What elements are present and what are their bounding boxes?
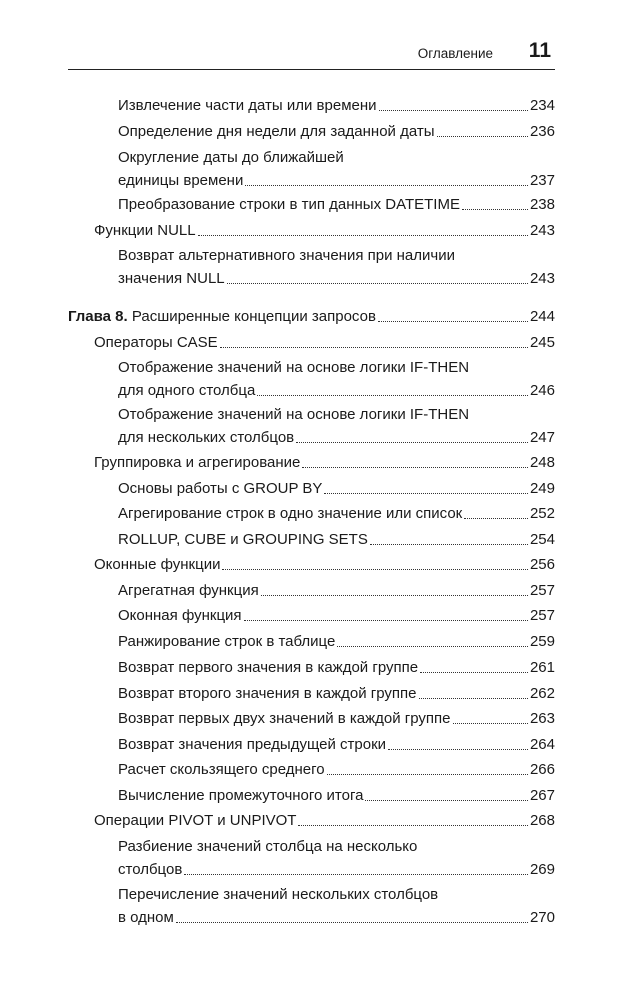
dot-leader	[244, 620, 528, 621]
toc-entry-title	[118, 604, 242, 627]
toc-entry-line	[118, 244, 555, 267]
toc-entry-title	[118, 426, 294, 449]
toc-entry-line	[118, 403, 555, 426]
toc-entry-text: Перечисление значений нескольких столбцов	[118, 886, 439, 903]
toc-entry-title	[94, 809, 296, 832]
dot-leader	[261, 595, 528, 596]
toc-entry-title	[118, 733, 386, 756]
toc-entry-text: Возврат первого значения в каждой группе	[118, 659, 419, 676]
toc-page-number: 266	[529, 761, 555, 778]
toc-entry-title	[118, 656, 418, 679]
toc-entry-line	[68, 305, 555, 328]
dot-leader	[327, 774, 528, 775]
toc-entry[interactable]	[118, 630, 555, 653]
dot-leader	[420, 672, 528, 673]
toc-entry-text: для одного столбца	[118, 382, 256, 399]
toc-entry-line	[94, 331, 555, 354]
toc-entry-line	[118, 858, 555, 881]
toc-entry[interactable]	[118, 120, 555, 143]
toc-entry[interactable]	[94, 219, 555, 242]
toc-page-number: 268	[529, 812, 555, 829]
toc-chapter-entry[interactable]	[68, 305, 555, 328]
toc-entry-text: столбцов	[118, 861, 183, 878]
toc-page-number: 247	[529, 429, 555, 446]
dot-leader	[337, 646, 528, 647]
dot-leader	[379, 110, 528, 111]
toc-entry-title	[118, 707, 451, 730]
toc-entry-text: Отображение значений на основе логики IF-THEN	[118, 359, 470, 376]
toc-entry-text: Возврат второго значения в каждой группе	[118, 685, 417, 702]
toc-entry-text: Возврат альтернативного значения при наличии	[118, 247, 455, 264]
toc-entry-title	[118, 858, 182, 881]
toc-entry-line	[118, 146, 555, 169]
toc-entry-line	[118, 356, 555, 379]
toc-entry-title	[118, 579, 259, 602]
toc-page-number: 259	[529, 633, 555, 650]
toc-entry-text: Агрегирование строк в одно значение или список	[118, 505, 463, 522]
toc-entry[interactable]	[118, 604, 555, 627]
toc-entry-text: в одном	[118, 909, 174, 926]
toc-entry-title	[118, 149, 344, 166]
toc-entry[interactable]	[94, 553, 555, 576]
toc-entry-line	[118, 379, 555, 402]
toc-entry-text: Операторы CASE	[94, 334, 218, 351]
toc-entry[interactable]	[118, 403, 555, 449]
dot-leader	[184, 874, 528, 875]
toc-entry-title	[94, 451, 300, 474]
toc-page-number: 238	[529, 196, 555, 213]
toc-entry-line	[118, 758, 555, 781]
dot-leader	[462, 209, 528, 210]
toc-entry-text: Разбиение значений столбца на несколько	[118, 838, 418, 855]
toc-entry-line	[118, 835, 555, 858]
toc-entry-text: Отображение значений на основе логики IF-THEN	[118, 406, 470, 423]
toc-entry-title	[118, 886, 438, 903]
toc-entry-line	[118, 94, 555, 117]
toc-entry-line	[118, 579, 555, 602]
toc-entry-text: для нескольких столбцов	[118, 429, 295, 446]
toc-entry-title	[118, 906, 174, 929]
toc-entry-line	[118, 267, 555, 290]
dot-leader	[464, 518, 528, 519]
toc-page-number: 237	[529, 172, 555, 189]
toc-entry[interactable]	[118, 707, 555, 730]
toc-page-number: 267	[529, 787, 555, 804]
toc-entry-line	[118, 502, 555, 525]
toc-page-number: 252	[529, 505, 555, 522]
running-header-title: Оглавление	[417, 46, 493, 61]
toc-entry-line	[118, 656, 555, 679]
toc-entry-line	[118, 169, 555, 192]
toc-entry-text: Расширенные концепции запросов	[131, 308, 376, 325]
toc-entry-text: Округление даты до ближайшей	[118, 149, 344, 166]
toc-entry-line	[118, 906, 555, 929]
toc-entry[interactable]	[118, 682, 555, 705]
toc-entry-text: Оконные функции	[94, 556, 221, 573]
toc-entry-line	[118, 630, 555, 653]
toc-entry-title	[68, 305, 376, 328]
toc-entry-text: Основы работы с GROUP BY	[118, 480, 323, 497]
toc-entry[interactable]	[118, 477, 555, 500]
dot-leader	[298, 825, 528, 826]
toc-entry-text: Возврат первых двух значений в каждой группе	[118, 710, 451, 727]
dot-leader	[370, 544, 528, 545]
dot-leader	[378, 321, 528, 322]
dot-leader	[198, 235, 528, 236]
dot-leader	[419, 698, 528, 699]
toc-entry-title	[118, 406, 469, 423]
toc-entry-text: Группировка и агрегирование	[94, 454, 301, 471]
toc-entry[interactable]	[118, 193, 555, 216]
toc-page-number: 244	[529, 308, 555, 325]
dot-leader	[365, 800, 528, 801]
dot-leader	[257, 395, 528, 396]
toc-entry-line	[118, 733, 555, 756]
toc-page-number: 257	[529, 607, 555, 624]
toc-entry-line	[118, 193, 555, 216]
toc-entry-text: Определение дня недели для заданной даты	[118, 123, 435, 140]
toc-entry-line	[118, 883, 555, 906]
toc-page-number: 246	[529, 382, 555, 399]
toc-entry-title	[118, 379, 255, 402]
toc-entry[interactable]	[118, 244, 555, 290]
toc-entry-text: Ранжирование строк в таблице	[118, 633, 336, 650]
dot-leader	[222, 569, 528, 570]
toc-page-number: 236	[529, 123, 555, 140]
toc-entry[interactable]	[118, 94, 555, 117]
dot-leader	[324, 493, 528, 494]
toc-entry-line	[94, 553, 555, 576]
toc-entry-text: Преобразование строки в тип данных DATETIME	[118, 196, 460, 213]
toc-entry-line	[118, 604, 555, 627]
toc-entry-title	[118, 838, 417, 855]
toc-entry[interactable]	[118, 656, 555, 679]
dot-leader	[296, 442, 528, 443]
toc-entry[interactable]	[118, 502, 555, 525]
toc-entry-title	[118, 630, 335, 653]
toc-page-number: 254	[529, 531, 555, 548]
toc-entry-title	[118, 94, 377, 117]
toc-entry-title	[118, 193, 460, 216]
toc-entry[interactable]	[118, 146, 555, 192]
toc-entry-title	[94, 219, 196, 242]
dot-leader	[176, 922, 528, 923]
toc-entry[interactable]	[118, 528, 555, 551]
chapter-label: Глава 8.	[68, 308, 128, 325]
toc-entry-title	[118, 682, 417, 705]
toc-entry-line	[118, 528, 555, 551]
toc-entry-title	[118, 247, 455, 264]
toc-page-number: 234	[529, 97, 555, 114]
toc-entry-title	[118, 267, 225, 290]
toc-entry-line	[118, 426, 555, 449]
toc-page-number: 261	[529, 659, 555, 676]
toc-page-number: 263	[529, 710, 555, 727]
toc-entry-text: Функции NULL	[94, 222, 196, 239]
toc-entry[interactable]	[118, 784, 555, 807]
toc-entry-line	[118, 120, 555, 143]
toc-page-number: 243	[529, 222, 555, 239]
toc-entry-text: Извлечение части даты или времени	[118, 97, 377, 114]
toc-entry[interactable]	[118, 758, 555, 781]
toc-entry-title	[118, 784, 363, 807]
toc-entry[interactable]	[94, 809, 555, 832]
toc-entry-text: Возврат значения предыдущей строки	[118, 736, 387, 753]
toc-entry-text: Агрегатная функция	[118, 582, 259, 599]
toc-page-number: 269	[529, 861, 555, 878]
toc-entry-title	[118, 169, 243, 192]
toc-entry[interactable]	[94, 331, 555, 354]
toc-entry-text: значения NULL	[118, 270, 225, 287]
toc-page-number: 256	[529, 556, 555, 573]
toc-entry-text: ROLLUP, CUBE и GROUPING SETS	[118, 531, 368, 548]
toc-page-number: 248	[529, 454, 555, 471]
toc-entry-text: Операции PIVOT и UNPIVOT	[94, 812, 297, 829]
page-number: 11	[528, 39, 551, 62]
dot-leader	[227, 283, 528, 284]
dot-leader	[388, 749, 528, 750]
toc-page-number: 243	[529, 270, 555, 287]
toc-entry-text: Оконная функция	[118, 607, 242, 624]
dot-leader	[453, 723, 528, 724]
toc-entry-text: Вычисление промежуточного итога	[118, 787, 364, 804]
toc-page-number: 249	[529, 480, 555, 497]
toc-entry-title	[118, 477, 322, 500]
toc-entry-title	[94, 331, 218, 354]
toc-page-number: 245	[529, 334, 555, 351]
toc-entry-line	[118, 477, 555, 500]
toc-page-number: 262	[529, 685, 555, 702]
toc-entry[interactable]	[118, 883, 555, 929]
toc-entry-text: единицы времени	[118, 172, 244, 189]
dot-leader	[245, 185, 528, 186]
toc-page-number: 270	[529, 909, 555, 926]
toc-entry-title	[118, 120, 435, 143]
header-rule	[68, 69, 555, 70]
toc-page-number: 264	[529, 736, 555, 753]
toc-entry-title	[118, 502, 462, 525]
dot-leader	[220, 347, 528, 348]
toc-entry[interactable]	[118, 835, 555, 881]
toc-entry[interactable]	[118, 356, 555, 402]
toc-page-number: 257	[529, 582, 555, 599]
toc-entry-text: Расчет скользящего среднего	[118, 761, 325, 778]
toc-entry-title	[118, 528, 368, 551]
toc-entry-line	[118, 682, 555, 705]
toc-entry[interactable]	[118, 733, 555, 756]
toc-entry-title	[118, 758, 325, 781]
running-header	[68, 38, 555, 68]
toc-entry-title	[118, 359, 469, 376]
toc-entry-line	[94, 809, 555, 832]
toc-entry-line	[94, 219, 555, 242]
toc-entry-line	[118, 707, 555, 730]
toc-entry[interactable]	[118, 579, 555, 602]
toc-entry-line	[94, 451, 555, 474]
toc-entry-title	[94, 553, 220, 576]
toc-entry-line	[118, 784, 555, 807]
toc-entry[interactable]	[94, 451, 555, 474]
dot-leader	[437, 136, 528, 137]
dot-leader	[302, 467, 528, 468]
